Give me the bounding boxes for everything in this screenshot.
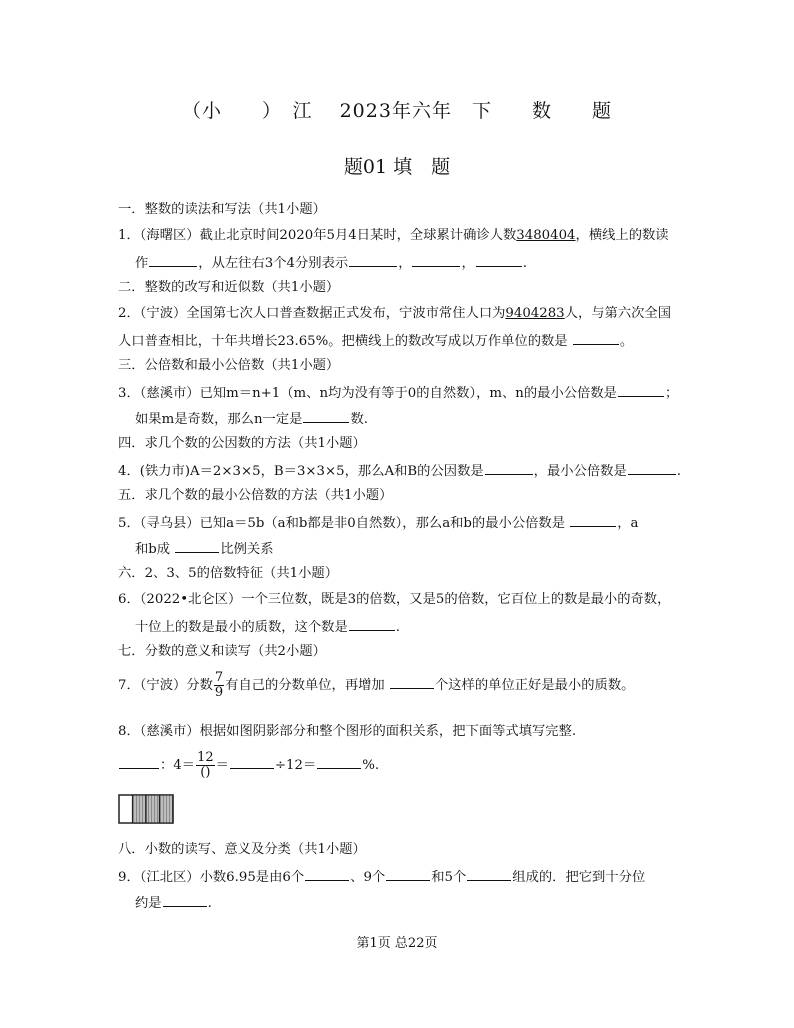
fraction-denominator: 9 xyxy=(214,685,224,700)
question-text: ， xyxy=(398,256,412,271)
question-9-line-1 xyxy=(118,866,645,888)
question-1-line-2 xyxy=(135,252,527,274)
shaded-rectangle-figure xyxy=(118,794,174,824)
answer-blank[interactable] xyxy=(467,866,511,881)
question-text: 人，与第六次全国 xyxy=(564,306,672,321)
underlined-number: 9404283 xyxy=(505,306,565,321)
question-text: ：4＝ xyxy=(160,758,196,773)
answer-blank[interactable] xyxy=(230,754,274,769)
question-text: ，从左往右3个4分别表示 xyxy=(198,256,349,271)
question-4 xyxy=(118,460,681,482)
section-heading-1: 一．整数的读法和写法（共1小题） xyxy=(118,202,326,217)
question-5-line-1 xyxy=(118,512,638,534)
question-text: 和5个 xyxy=(431,870,467,885)
question-text: 4．(铁力市)A＝2×3×5，B＝3×3×5，那么A和B的公因数是 xyxy=(118,464,484,479)
question-3-line-1 xyxy=(118,382,678,404)
answer-blank[interactable] xyxy=(476,252,522,267)
fraction-numerator: 7 xyxy=(214,670,224,685)
question-6-line-1: 6．（2022•北仑区）一个三位数，既是3的倍数，又是5的倍数，它百位上的数是最小的奇数， xyxy=(118,592,671,607)
question-5-line-2 xyxy=(135,538,274,560)
question-3-line-2 xyxy=(135,408,368,430)
fraction-numerator: 12 xyxy=(197,750,214,765)
question-text: 人口普查相比，十年共增长23.65%。把横线上的数改写成以万作单位的数是 xyxy=(118,334,568,349)
section-heading-7: 七．分数的意义和读写（共2小题） xyxy=(118,644,326,659)
answer-blank[interactable] xyxy=(390,674,434,689)
fraction-denominator: () xyxy=(200,765,211,780)
question-text: . xyxy=(395,620,400,635)
question-text: ＝ xyxy=(215,758,229,773)
answer-blank[interactable] xyxy=(618,382,664,397)
question-text: . xyxy=(522,256,528,271)
question-text: ，横线上的数读 xyxy=(575,228,669,243)
question-text: 2．（宁波）全国第七次人口普查数据正式发布，宁波市常住人口为 xyxy=(118,306,506,321)
question-text: . xyxy=(676,464,681,479)
question-text: 组成的．把它到十分位 xyxy=(512,870,646,885)
question-text: 个这样的单位正好是最小的质数。 xyxy=(434,678,635,693)
question-2-line-1 xyxy=(118,304,671,324)
section-heading-6: 六．2、3、5的倍数特征（共1小题） xyxy=(118,566,338,581)
question-text: 比例关系 xyxy=(220,542,274,557)
question-text: 。 xyxy=(619,334,634,349)
question-text: 和b成 xyxy=(135,542,171,557)
question-text: ，a xyxy=(617,516,639,531)
section-heading-8: 八．小数的读写、意义及分类（共1小题） xyxy=(118,842,366,857)
answer-blank[interactable] xyxy=(163,892,207,907)
question-text: 5．（寻乌县）已知a＝5b（a和b都是非0自然数），那么a和b的最小公倍数是 xyxy=(118,516,566,531)
answer-blank[interactable] xyxy=(349,252,397,267)
question-text: 9．（江北区）小数6.95是由6个 xyxy=(118,870,305,885)
underlined-number: 3480404 xyxy=(516,228,576,243)
document-title: （小 ） 江 2023年六年 下 数 题 xyxy=(182,100,612,122)
question-text: ，最小公倍数是 xyxy=(533,464,627,479)
question-text: 作 xyxy=(135,256,149,271)
answer-blank[interactable] xyxy=(119,754,159,769)
question-text: 约是 xyxy=(135,896,162,911)
section-heading-4: 四．求几个数的公因数的方法（共1小题） xyxy=(118,436,366,451)
fraction xyxy=(196,751,215,780)
page-number-footer: 第1页 总22页 xyxy=(356,936,438,951)
question-text: . xyxy=(207,896,212,911)
question-text: 数. xyxy=(350,412,368,427)
answer-blank[interactable] xyxy=(412,252,460,267)
question-text: 十位上的数是最小的质数，这个数是 xyxy=(135,620,348,635)
question-text: 有自己的分数单位，再增加 xyxy=(225,678,385,693)
answer-blank[interactable] xyxy=(317,754,361,769)
question-8-line-2 xyxy=(118,748,379,784)
question-7 xyxy=(118,670,634,702)
answer-blank[interactable] xyxy=(570,512,616,527)
fraction xyxy=(214,671,224,700)
question-text: 7．（宁波）分数 xyxy=(118,678,213,693)
answer-blank[interactable] xyxy=(175,538,219,553)
question-2-line-2 xyxy=(118,330,633,352)
question-text: 如果m是奇数，那么n一定是 xyxy=(135,412,303,427)
question-6-line-2 xyxy=(135,616,400,638)
section-heading-2: 二．整数的改写和近似数（共1小题） xyxy=(118,280,340,295)
question-text: 3．（慈溪市）已知m＝n+1（m、n均为没有等于0的自然数），m、n的最小公倍数是 xyxy=(118,386,617,401)
question-text: ， xyxy=(461,256,475,271)
question-text: 、9个 xyxy=(350,870,386,885)
answer-blank[interactable] xyxy=(149,252,197,267)
answer-blank[interactable] xyxy=(573,330,619,345)
question-9-line-2 xyxy=(135,892,212,914)
section-heading-3: 三．公倍数和最小公倍数（共1小题） xyxy=(118,358,340,373)
question-8-line-1: 8．（慈溪市）根据如图阴影部分和整个图形的面积关系，把下面等式填写完整. xyxy=(118,724,577,739)
answer-blank[interactable] xyxy=(485,460,533,475)
question-text: ÷12＝ xyxy=(274,758,317,773)
answer-blank[interactable] xyxy=(386,866,430,881)
question-text: %. xyxy=(362,758,380,773)
question-text: 1．（海曙区）截止北京时间2020年5月4日某时，全球累计确诊人数 xyxy=(118,228,517,243)
answer-blank[interactable] xyxy=(628,460,676,475)
question-text: ； xyxy=(664,386,679,401)
answer-blank[interactable] xyxy=(349,616,395,631)
section-heading-5: 五．求几个数的最小公倍数的方法（共1小题） xyxy=(118,488,393,503)
answer-blank[interactable] xyxy=(305,866,349,881)
answer-blank[interactable] xyxy=(303,408,349,423)
document-subtitle: 题01 填 题 xyxy=(343,156,451,178)
question-1-line-1 xyxy=(118,226,669,246)
